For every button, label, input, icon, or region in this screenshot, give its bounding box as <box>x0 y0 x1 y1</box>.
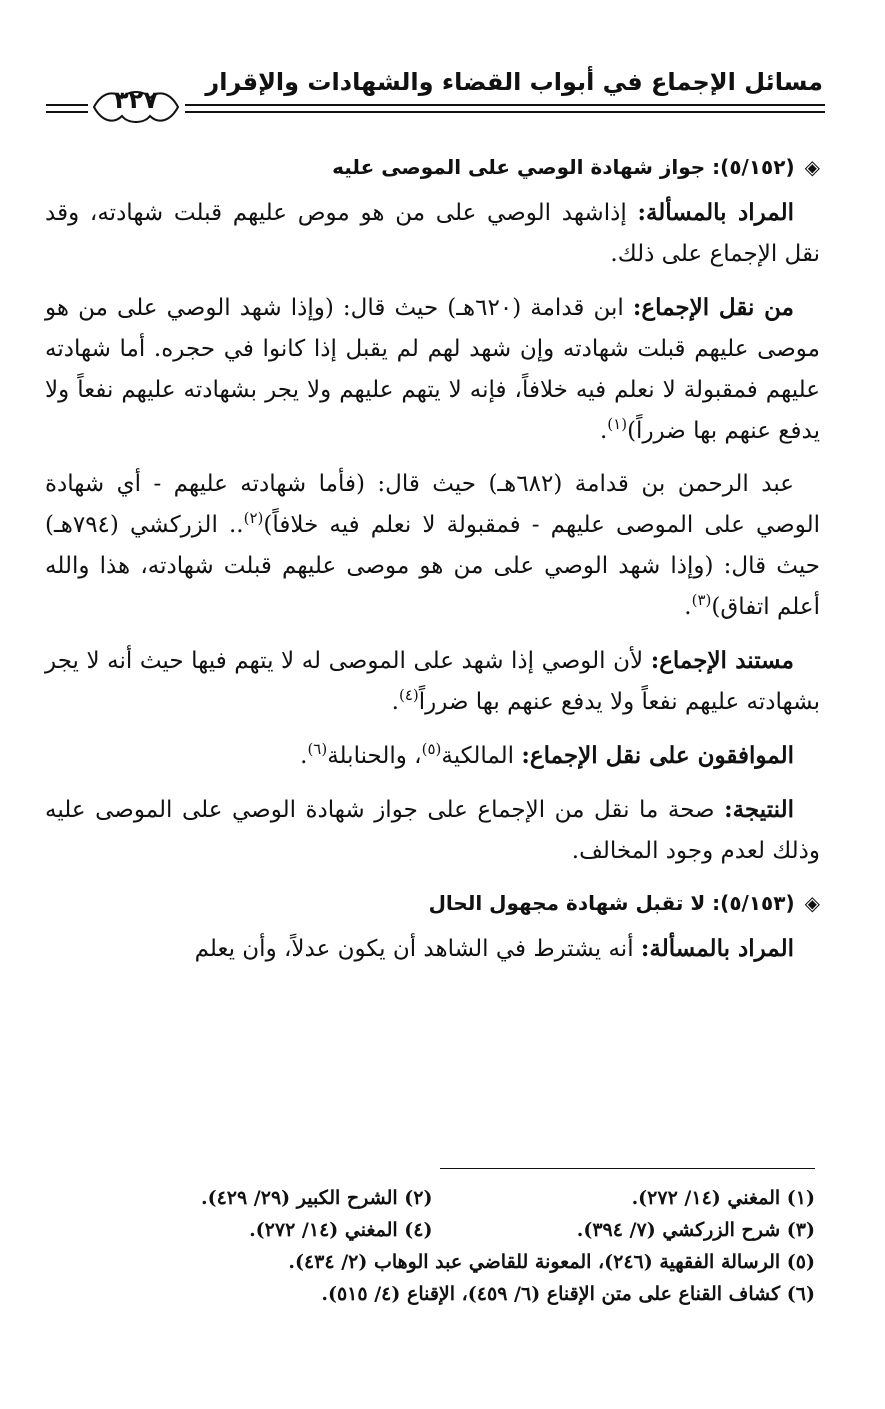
header-rule <box>185 104 825 106</box>
footnote-ref[interactable]: (٣) <box>691 591 712 609</box>
footnotes <box>50 1182 815 1310</box>
footnote-separator <box>440 1168 815 1169</box>
footnote-ref[interactable]: (١) <box>607 415 628 433</box>
paragraph-text: لأن الوصي إذا شهد على الموصى له لا يتهم فيها حيث أنه لا يجر بشهادته عليهم نفعاً ولا يدفع عنهم بها ضرراً <box>45 648 820 715</box>
footnote-1: (١) المغني (١٤/ ٢٧٢). <box>631 1187 815 1209</box>
footnote-2: (٢) الشرح الكبير (٢٩/ ٤٢٩). <box>200 1187 433 1209</box>
footnote-ref[interactable]: (٢) <box>243 509 264 527</box>
paragraph-agreeing: الموافقون على نقل الإجماع: المالكية$^{(٥)}$، والحنابلة$^{(٦)}$. <box>300 740 794 769</box>
footnote-ref[interactable]: (٥) <box>421 740 442 758</box>
paragraph-label: النتيجة: <box>724 796 794 823</box>
main-text <box>45 148 820 982</box>
paragraph-basis: مستند الإجماع: لأن الوصي إذا شهد على الموصى له لا يتهم فيها حيث أنه لا يجر بشهادته عليهم نفعاً ولا يدفع عنهم بها ضرراً$^{(٤)}$. <box>45 647 820 715</box>
running-head-title: مسائل الإجماع في أبواب القضاء والشهادات والإقرار <box>205 68 823 96</box>
footnote-row <box>50 1214 815 1246</box>
footnote-row <box>50 1278 815 1310</box>
header-rule <box>185 111 825 113</box>
section-heading-152 <box>45 148 820 186</box>
page-number: ٣٢٧ <box>114 86 158 114</box>
paragraph-text: أنه يشترط في الشاهد أن يكون عدلاً، وأن يعلم <box>194 936 641 962</box>
paragraph-text: إذاشهد الوصي على من هو موص عليهم قبلت شهادته، وقد نقل الإجماع على ذلك. <box>45 200 820 267</box>
paragraph-meaning <box>45 192 820 275</box>
section-heading-153 <box>45 884 820 922</box>
paragraph-label: الموافقون على نقل الإجماع: <box>521 742 794 769</box>
paragraph-text: الزركشي (٧٩٤هـ) حيث قال: (وإذا شهد الوصي على من هو موصى عليهم قبلت شهادته، هذا والله أعلم اتفاق) <box>45 512 820 620</box>
footnote-ref[interactable]: (٤) <box>398 686 419 704</box>
footnote-3: (٣) شرح الزركشي (٧/ ٣٩٤). <box>576 1219 815 1241</box>
paragraph-label: المراد بالمسألة: <box>637 199 794 226</box>
paragraph-meaning-2 <box>45 928 820 970</box>
paragraph-text: المالكية <box>441 743 522 769</box>
paragraph-label: المراد بالمسألة: <box>640 935 794 962</box>
footnote-row <box>50 1182 815 1214</box>
paragraph-result <box>45 789 820 872</box>
paragraph-quote-ibn-qudama: عبد الرحمن بن قدامة (٦٨٢هـ) حيث قال: (فأما شهادته عليهم - أي شهادة الوصي على الموصى عليهم - فمقبولة لا نعلم فيه خلافاً)$^{(٢)}$.. الزركشي (٧٩٤هـ) حيث قال: (وإذا شهد الوصي على من هو موصى عليهم قبلت شهادته، هذا والله أعلم اتفاق)$^{(٣)}$. <box>45 471 820 620</box>
footnote-6: (٦) كشاف القناع على متن الإقناع (٦/ ٤٥٩)، الإقناع (٤/ ٥١٥). <box>321 1283 815 1305</box>
footnote-row <box>50 1246 815 1278</box>
paragraph-text: ابن قدامة (٦٢٠هـ) حيث قال: (وإذا شهد الوصي على من هو موصى عليهم قبلت شهادته وإن شهد لهم لم يقبل إذا كانوا في حجره. أما شهادته عليهم فمقبولة لا نعلم فيه خلافاً، فإنه لا يتهم عليهم ولا يجر بشهادته عليهم نفعاً ولا يدفع عنهم بها ضرراً) <box>45 295 820 444</box>
footnote-4: (٤) المغني (١٤/ ٢٧٢). <box>249 1219 433 1241</box>
diamond-icon: ◈ <box>804 155 820 179</box>
diamond-icon: ◈ <box>804 891 820 915</box>
paragraph-text: ، والحنابلة <box>327 743 422 769</box>
paragraph-text: عبد الرحمن بن قدامة (٦٨٢هـ) حيث قال: (فأما شهادته عليهم - أي شهادة الوصي على الموصى عليهم - فمقبولة لا نعلم فيه خلافاً) <box>45 471 820 538</box>
header-rule <box>46 104 88 106</box>
paragraph-label: من نقل الإجماع: <box>632 294 794 321</box>
section-heading-text: (٥/١٥٣): لا تقبل شهادة مجهول الحال <box>428 891 795 915</box>
header-rule <box>46 111 88 113</box>
paragraph-text: صحة ما نقل من الإجماع على جواز شهادة الوصي على الموصى عليه وذلك لعدم وجود المخالف. <box>45 797 820 864</box>
footnote-ref[interactable]: (٦) <box>307 740 328 758</box>
paragraph-transmitters: من نقل الإجماع: ابن قدامة (٦٢٠هـ) حيث قال: (وإذا شهد الوصي على من هو موصى عليهم قبلت شهادته وإن شهد لهم لم يقبل إذا كانوا في حجره. أما شهادته عليهم فمقبولة لا نعلم فيه خلافاً، فإنه لا يتهم عليهم ولا يجر بشهادته عليهم نفعاً ولا يدفع عنهم بها ضرراً)$^{(١)}$. <box>45 294 820 444</box>
section-heading-text: (٥/١٥٢): جواز شهادة الوصي على الموصى عليه <box>332 155 795 179</box>
paragraph-label: مستند الإجماع: <box>650 647 794 674</box>
footnote-5: (٥) الرسالة الفقهية (٢٤٦)، المعونة للقاضي عبد الوهاب (٢/ ٤٣٤). <box>288 1251 815 1273</box>
